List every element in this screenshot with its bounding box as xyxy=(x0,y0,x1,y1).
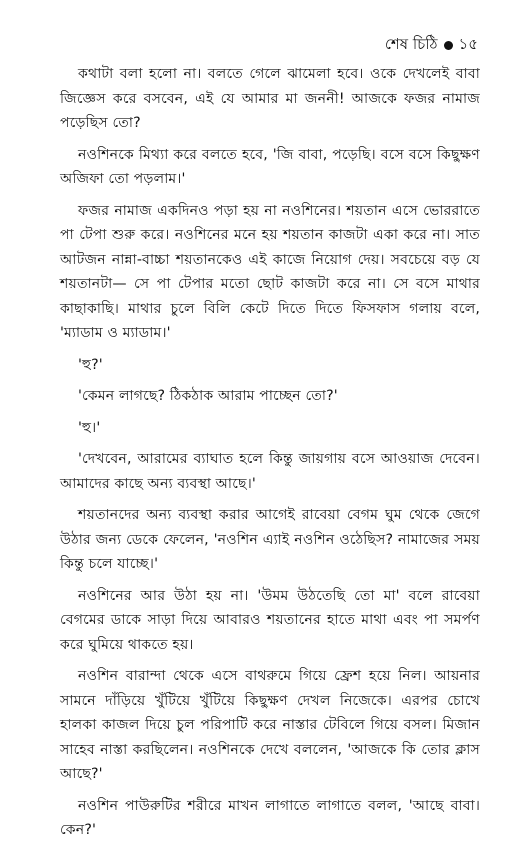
paragraph: 'দেখবেন, আরামের ব্যাঘাত হলে কিন্তু জায়গায় বসে আওয়াজ দেবেন। আমাদের কাছে অন্য ব্যবস্থা আছে।' xyxy=(60,451,480,492)
paragraph: নওশিনকে মিথ্যা করে বলতে হবে, 'জি বাবা, পড়েছি। বসে বসে কিছুক্ষণ অজিফা তো পড়লাম।' xyxy=(60,146,480,187)
body-text xyxy=(60,62,480,843)
paragraph: কথাটা বলা হলো না। বলতে গেলে ঝামেলা হবে। ওকে দেখলেই বাবা জিজ্ঞেস করে বসবেন, এই যে আমার মা জননী! আজকে ফজর নামাজ পড়েছিস তো? xyxy=(60,66,480,131)
paragraph: 'হু?' xyxy=(78,356,103,373)
paragraph: নওশিন বারান্দা থেকে এসে বাথরুমে গিয়ে ফ্রেশ হয়ে নিল। আয়নার সামনে দাঁড়িয়ে খুঁটিয়ে খুঁটিয়ে কিছুক্ষণ দেখল নিজেকে। এরপর চোখে হালকা কাজল দিয়ে চুল পরিপাটি করে নাস্তার টেবিলে গিয়ে বসল। মিজান সাহেব নাস্তা করছিলেন। নওশিনকে দেখে বললেন, 'আজকে কি তোর ক্লাস আছে?' xyxy=(60,668,480,782)
paragraph: নওশিনের আর উঠা হয় না। 'উমম উঠতেছি তো মা' বলে রাবেয়া বেগমের ডাকে সাড়া দিয়ে আবারও শয়তানের হাতে মাথা এবং পা সমর্পণ করে ঘুমিয়ে থাকতে হয়। xyxy=(60,587,480,653)
bullet-separator xyxy=(444,41,453,50)
page-number: ১৫ xyxy=(458,34,478,53)
paragraph: 'হু।' xyxy=(78,419,101,436)
paragraph: ফজর নামাজ একদিনও পড়া হয় না নওশিনের। শয়তান এসে ভোররাতে পা টেপা শুরু করে। নওশিনের মনে হয় শয়তান কাজটা একা করে না। সাত আটজন নান্না-বাচ্চা শয়তানকেও এই কাজে নিয়োগ দেয়। সবচেয়ে বড় যে শয়তানটা— সে পা টেপার মতো ছোট কাজটা করে না। সে বসে মাথার কাছাকাছি। মাথার চুলে বিলি কেটে দিতে দিতে ফিসফাস গলায় বলে, 'ম্যাডাম ও ম্যাডাম।' xyxy=(60,202,480,341)
running-title: শেষ চিঠি xyxy=(384,34,438,53)
paragraph: নওশিন পাউরুটির শরীরে মাখন লাগাতে লাগাতে বলল, 'আছে বাবা। কেন?' xyxy=(60,797,480,838)
paragraph: 'কেমন লাগছে? ঠিকঠাক আরাম পাচ্ছেন তো?' xyxy=(78,388,338,404)
running-header xyxy=(60,34,478,56)
paragraph: শয়তানদের অন্য ব্যবস্থা করার আগেই রাবেয়া বেগম ঘুম থেকে জেগে উঠার জন্য ডেকে ফেলেন, 'নওশিন এ্যাই নওশিন ওঠেছিস? নামাজের সময় কিন্তু চলে যাচ্ছে।' xyxy=(60,507,480,572)
